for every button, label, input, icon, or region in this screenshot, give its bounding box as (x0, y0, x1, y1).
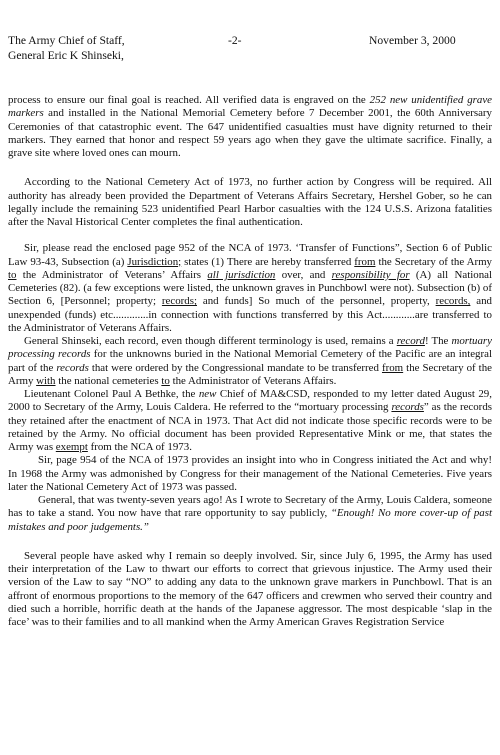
text-run: the Administrator of Veterans Affairs. (169, 374, 337, 387)
text-run: General Shinseki, each record, even though different terminology is used, remains a (24, 335, 397, 347)
underlined-text: Jurisdiction; (127, 255, 182, 268)
underlined-emphasis-text: records (391, 401, 424, 414)
underlined-text: from (381, 361, 404, 374)
emphasis-text: records (56, 361, 89, 374)
emphasis-text: “Enough! No more cover-up of past mistakes and poor judgements.” (8, 507, 492, 533)
paragraph-1 (8, 94, 492, 160)
paragraph-8: Several people have asked why I remain so deeply involved. Sir, since July 6, 1995, the Army has used their interpretation of the Law to thwart our efforts to correct that grievous injustice. The Army used their version of the Law to say “NO” to adding any data to the unknown grave markers in Punchbowl. That is an affront of enormous proportions to the memory of the 647 officers and crewmen who served their country and died such a horrible, horrific death at the hands of the Japanese aggressor. The most despicable ‘slap in the face’ was to their families and to all mankind when the Army American Graves Registration Service (8, 549, 492, 628)
paragraph-4 (8, 335, 492, 388)
paragraph-7 (8, 494, 492, 534)
text-run: from the NCA of 1973. (87, 441, 192, 453)
text-run: ! The (424, 335, 452, 347)
letter-body (8, 94, 492, 629)
underlined-emphasis-text: all jurisdiction (207, 268, 276, 281)
underlined-text: to (8, 268, 17, 281)
text-run: and installed in the National Memorial Cemetery before 7 December 2001, the 60th Anniversary Ceremonies of that catastrophic event. The 647 unidentified casualties must have dignity returned to their markers. They earned that honor and respect 59 years ago when they gave the ultimate sacrifice. Finally, a grave site where loved ones can mourn. (8, 107, 492, 159)
text-run: over, and (275, 268, 332, 281)
underlined-emphasis-text: responsibility for (331, 268, 410, 281)
text-run: and funds] So much of the personnel, property, (197, 295, 436, 308)
text-run: General, that was twenty-seven years ago! As I wrote to Secretary of the Army, Louis Caldera, someone has to take a stand. You now have that rare opportunity to say publicly, (8, 494, 492, 520)
paragraph-5 (8, 388, 492, 454)
page-number: -2- (228, 34, 242, 47)
paragraph-2: According to the National Cemetery Act of 1973, no further action by Congress will be required. All authority has already been provided the Department of Veterans Affairs Secretary, Hershel Gober, so he can legally include the remaining 523 unidentified Pearl Harbor casualties with the 124 U.S.S. Arizona fatalities after the Naval Historical Center completes the final authentication. (8, 176, 492, 228)
text-run: ” as the records they retained after the enactment of NCA in 1973. That Act did not indicate those specific records were to be retained by the Army. No official document has been provided Representative Mink or me, that states the Army was (8, 401, 492, 453)
paragraph-3 (8, 242, 492, 335)
letter-date: November 3, 2000 (369, 34, 456, 47)
text-run: the Secretary of the Army (375, 255, 492, 268)
underlined-text: exempt (55, 441, 88, 453)
text-run: the Administrator of Veterans’ Affairs (16, 268, 208, 281)
recipient-block (8, 34, 125, 63)
text-run: Sir, please read the enclosed page 952 of the NCA of 1973. ‘Transfer of Functions”, Section 6 of Public Law 93-43, Subsection (a) (8, 242, 492, 268)
underlined-text: from (354, 255, 376, 268)
text-run: that were ordered by the Congressional mandate to be transferred (88, 361, 382, 374)
recipient-title: The Army Chief of Staff, (8, 34, 125, 47)
emphasis-text: mortuary processing records (8, 335, 492, 361)
emphasis-text: 252 new unidentified grave markers (8, 94, 492, 120)
underlined-text: with (36, 374, 56, 387)
text-run: states (1) There are hereby transferred (181, 255, 355, 268)
text-run: the national cemeteries (55, 374, 162, 387)
emphasis-text: new (198, 388, 217, 400)
underlined-emphasis-text: record (396, 335, 425, 347)
underlined-text: records; (161, 295, 197, 308)
text-run: for the unknowns buried in the National Memorial Cemetery of the Pacific are an integral part of the (8, 348, 492, 374)
paragraph-6: Sir, page 954 of the NCA of 1973 provides an insight into who in Congress initiated the Act and why! In 1968 the Army was admonished by Congress for their management of the National Cemeteries. Five years later the National Cemetery Act of 1973 was passed. (8, 454, 492, 493)
text-run: (A) all National Cemeteries (82). (a few exceptions were listed, the unknown graves in Punchbowl were not). Subsection (b) of Section 6, [Personnel; property; (8, 268, 492, 308)
underlined-text: records, (435, 295, 471, 308)
text-run: and unexpended (funds) etc.............in connection with functions transferred by this Act............are transferred to the Administrator of Veterans Affairs. (8, 295, 493, 334)
underlined-text: to (161, 374, 170, 387)
recipient-name: General Eric K Shinseki, (8, 48, 124, 62)
text-run: the Secretary of the Army (8, 361, 492, 387)
text-run: process to ensure our final goal is reached. All verified data is engraved on the (8, 94, 370, 106)
text-run: Lieutenant Colonel Paul A Bethke, the (24, 388, 199, 400)
text-run: Chief of MA&CSD, responded to my letter dated August 29, 2000 to Secretary of the Army, Louis Caldera. He referred to the “mortuary processing (8, 388, 492, 414)
